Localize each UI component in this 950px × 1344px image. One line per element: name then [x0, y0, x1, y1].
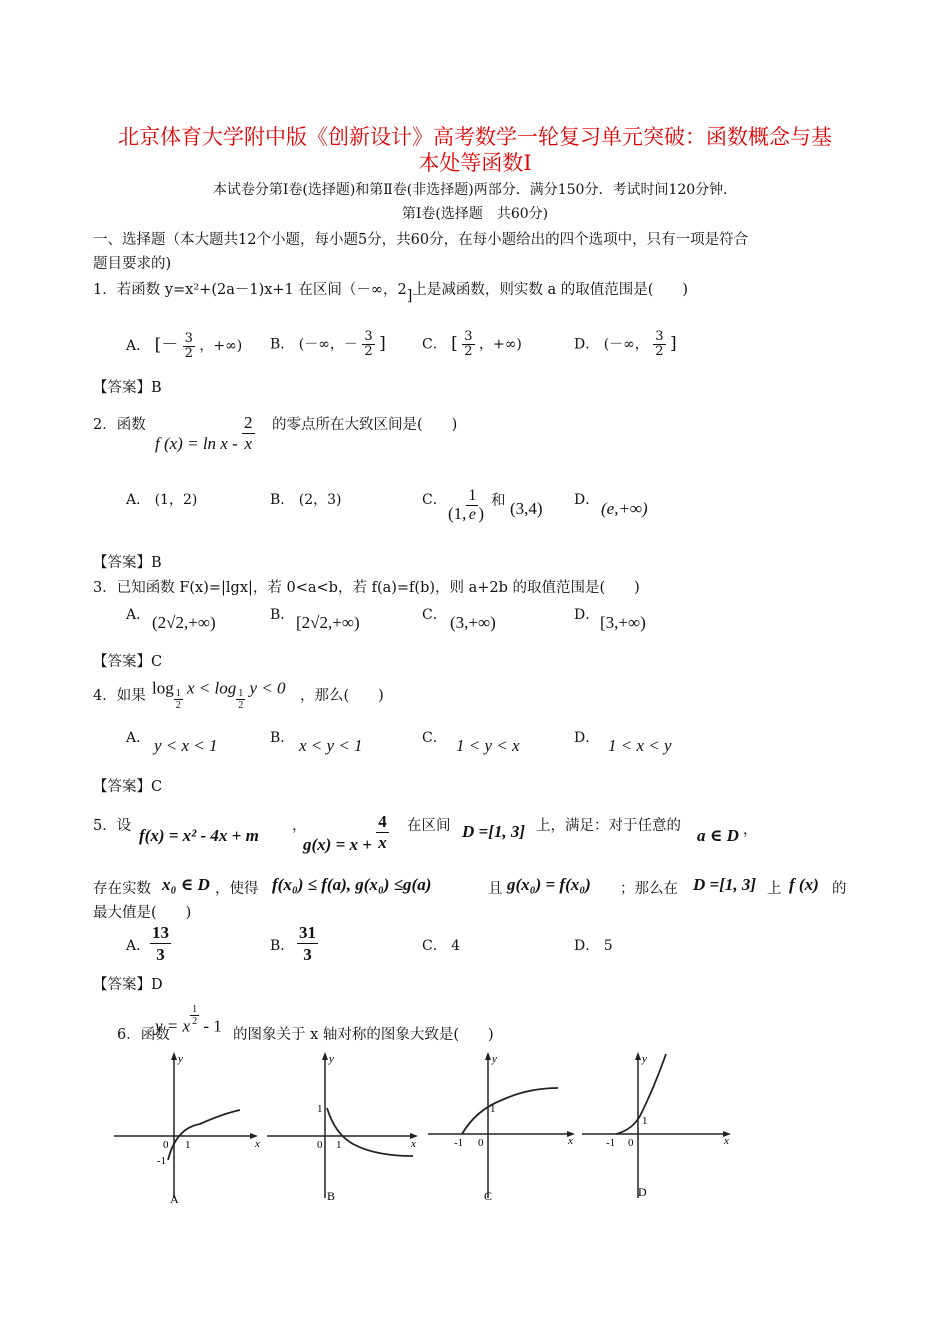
q5-inequality: f(x₀) ≤ f(a), g(x₀) ≤g(a) — [272, 875, 432, 894]
q5-prefix: 5．设 — [93, 818, 132, 834]
q5-g-formula — [303, 812, 389, 853]
fraction-numerator: 2 — [244, 413, 253, 432]
section1-instructions-line1: 一、选择题（本大题共12个小题，每小题5分，共60分，在每小题给出的四个选项中，只有一项是符合 — [93, 232, 749, 248]
q6-graph-b — [265, 1048, 425, 1208]
fraction-denominator: 2 — [655, 344, 664, 359]
option-label: D． — [574, 492, 600, 508]
formula-text: g(x) = x + — [303, 835, 372, 855]
option-text: (－∞， — [603, 336, 649, 353]
y-tick-1-label: 1 — [317, 1103, 323, 1115]
fraction-numerator: 1 — [175, 688, 181, 699]
fraction-numerator: 1 — [238, 688, 244, 699]
q1-option-a — [126, 330, 242, 361]
q4-answer: 【答案】C — [93, 779, 163, 795]
formula-text: y = x — [155, 1016, 191, 1036]
option-text: ，+∞) — [199, 338, 243, 354]
q4-option-a-label: A． — [126, 730, 151, 746]
q1-suffix: 上是减函数，则实数 a 的取值范围是( ) — [412, 282, 689, 298]
q5-option-c — [422, 935, 460, 955]
q2-option-c-second: (3,4) — [510, 499, 543, 518]
document-title-line1: 北京体育大学附中版《创新设计》高考数学一轮复习单元突破：函数概念与基 — [118, 125, 832, 149]
q5-f-formula: f(x) = x² - 4x + m — [139, 826, 259, 845]
q3-option-b: [2√2,+∞) — [296, 613, 360, 632]
fraction-numerator: 3 — [184, 330, 193, 346]
option-text: 5 — [603, 938, 613, 954]
option-text: (－∞，－ — [298, 336, 358, 353]
fraction-denominator: 2 — [192, 1016, 198, 1027]
q5-line3: 最大值是( ) — [93, 905, 192, 921]
fraction-denominator: 2 — [364, 344, 373, 359]
curve — [462, 1088, 558, 1134]
tick-neg1-label: -1 — [606, 1137, 616, 1149]
exam-intro: 本试卷分第Ⅰ卷(选择题)和第Ⅱ卷(非选择题)两部分．满分150分．考试时间120分钟． — [212, 182, 738, 198]
q4-option-c-label: C． — [422, 730, 447, 746]
fraction-denominator: 3 — [156, 945, 165, 964]
formula-text: (1, — [448, 504, 467, 524]
q2-option-c-formula — [448, 487, 484, 524]
q4-option-d: 1 < x < y — [608, 736, 672, 755]
formula-text: log — [152, 678, 174, 698]
q2-formula — [155, 413, 255, 454]
q2-option-d — [574, 489, 599, 509]
fraction-denominator: 2 — [464, 344, 473, 359]
q5-then: ；那么在 — [620, 881, 678, 897]
option-label: D． — [574, 938, 600, 954]
q6-graph-d — [578, 1048, 738, 1208]
q3-option-c-label: C． — [422, 607, 447, 623]
q5-in-interval: 在区间 — [407, 818, 451, 834]
y-arrow-icon — [485, 1052, 491, 1060]
formula-text: x < log — [186, 678, 237, 698]
question-3: 3．已知函数 F(x)=|lgx|，若 0<a<b，若 f(a)=f(b)，则 a+2b 的取值范围是( ) — [93, 580, 640, 596]
q2-option-b — [270, 489, 342, 509]
q6-suffix: 的图象关于 x 轴对称的图象大致是( ) — [233, 1027, 494, 1043]
q4-option-a: y < x < 1 — [154, 736, 218, 755]
q5-on: 上 — [767, 881, 782, 897]
fraction-denominator: x — [244, 434, 253, 453]
q2-option-a — [126, 489, 197, 509]
q3-answer: 【答案】C — [93, 654, 163, 670]
q5-comma2: ， — [743, 822, 758, 838]
y-arrow-icon — [322, 1052, 328, 1060]
q3-option-a-label: A． — [126, 607, 151, 623]
q6-formula — [155, 1004, 222, 1039]
option-label: A． — [126, 492, 151, 508]
option-label: C． — [422, 938, 447, 954]
option-label: A． — [126, 338, 151, 354]
q3-option-b-label: B． — [270, 607, 295, 623]
q5-option-a — [150, 922, 171, 965]
fraction-denominator: 2 — [175, 700, 181, 711]
q2-option-d-formula: (e,+∞) — [601, 499, 648, 518]
q4-option-c: 1 < y < x — [456, 736, 520, 755]
tick-neg1-label: -1 — [157, 1155, 167, 1167]
option-label: B． — [270, 336, 295, 353]
q1-option-c — [422, 330, 522, 359]
origin-label: 0 — [478, 1137, 484, 1149]
curve — [168, 1110, 240, 1160]
option-label: D． — [574, 336, 600, 353]
y-tick-1-label: 1 — [490, 1103, 496, 1115]
q5-option-a-label: A． — [126, 938, 151, 954]
fraction-denominator: x — [378, 833, 387, 852]
q5-equation: g(x₀) = f(x₀) — [507, 875, 591, 894]
option-text: [ — [451, 333, 458, 354]
q5-x0-in-d: x₀ ∈ D — [162, 875, 210, 894]
fraction-numerator: 3 — [655, 329, 664, 344]
origin-label: 0 — [163, 1139, 169, 1151]
q1-option-b — [270, 330, 386, 359]
option-text: ] — [670, 333, 677, 354]
q5-satisfy: 上，满足：对于任意的 — [536, 818, 681, 834]
q1-answer: 【答案】B — [93, 380, 162, 396]
formula-text: ) — [478, 504, 485, 524]
q3-option-c: (3,+∞) — [450, 613, 496, 632]
fraction-denominator: 2 — [184, 345, 193, 361]
y-label: y — [329, 1053, 334, 1065]
formula-text: f (x) = ln x - — [155, 434, 238, 454]
formula-text: y < 0 — [249, 678, 286, 698]
q5-fx: f (x) — [789, 875, 819, 894]
graph-label: B — [327, 1189, 336, 1203]
option-label: C． — [422, 492, 447, 508]
q1-bracket: ] — [406, 288, 413, 304]
q3-option-d-label: D． — [574, 607, 600, 623]
section1-instructions-line2: 题目要求的) — [93, 256, 172, 272]
q5-line2-b: ，使得 — [215, 881, 259, 897]
q4-option-d-label: D． — [574, 730, 600, 746]
graph-label: D — [638, 1185, 647, 1199]
option-label: B． — [270, 492, 295, 508]
option-text: 4 — [451, 938, 461, 954]
q4-suffix: ，那么( ) — [300, 688, 384, 704]
fraction-numerator: 4 — [378, 812, 387, 831]
q4-prefix: 4．如果 — [93, 688, 146, 704]
option-text: ，+∞) — [479, 336, 522, 353]
q6-prefix: 6．函数 — [117, 1027, 170, 1043]
fraction-denominator: e — [468, 506, 476, 523]
q5-option-d — [574, 935, 613, 955]
x-label: x — [724, 1135, 729, 1147]
formula-text: - 1 — [203, 1016, 222, 1036]
q1-option-d — [574, 330, 677, 359]
fraction-numerator: 13 — [152, 923, 169, 942]
q5-answer: 【答案】D — [93, 977, 163, 993]
fraction-numerator: 1 — [192, 1004, 198, 1015]
fraction-numerator: 3 — [364, 329, 373, 344]
q5-option-b-label: B． — [270, 938, 295, 954]
q2-suffix: 的零点所在大致区间是( ) — [272, 417, 458, 433]
q4-option-b-label: B． — [270, 730, 295, 746]
q3-option-d: [3,+∞) — [600, 613, 646, 632]
fraction-numerator: 1 — [468, 487, 477, 504]
y-tick-1-label: 1 — [642, 1115, 648, 1127]
tick-1-label: 1 — [185, 1139, 191, 1151]
q5-domain2: D =[1, 3] — [693, 875, 757, 894]
q2-answer: 【答案】B — [93, 555, 162, 571]
q5-domain: D =[1, 3] — [462, 822, 526, 841]
fraction-denominator: 3 — [303, 945, 312, 964]
q5-comma: ， — [292, 818, 307, 834]
tick-1-label: 1 — [336, 1139, 342, 1151]
option-text: ] — [379, 333, 386, 354]
option-label: C． — [422, 336, 447, 353]
graph-label: A — [170, 1192, 179, 1206]
tick-neg1-label: -1 — [454, 1137, 464, 1149]
x-label: x — [255, 1138, 260, 1150]
fraction-numerator: 3 — [464, 329, 473, 344]
q2-prefix: 2．函数 — [93, 417, 146, 433]
q2-option-c — [422, 489, 447, 509]
y-label: y — [178, 1053, 183, 1065]
origin-label: 0 — [628, 1137, 634, 1149]
x-label: x — [411, 1138, 416, 1150]
q5-option-b — [297, 922, 318, 965]
q6-graph-c — [424, 1048, 584, 1208]
option-text: [－ — [154, 335, 179, 355]
q5-line2-a: 存在实数 — [93, 881, 151, 897]
q5-a-in-d: a ∈ D — [697, 826, 739, 845]
q1-prefix: 1．若函数 y=x²+(2a－1)x+1 在区间（－∞，2 — [93, 282, 407, 298]
curve — [616, 1054, 666, 1134]
q5-and: 且 — [488, 881, 503, 897]
q6-graph-a — [110, 1048, 270, 1208]
q3-option-a: (2√2,+∞) — [152, 613, 216, 632]
q2-option-c-and: 和 — [491, 493, 506, 509]
y-label: y — [642, 1053, 647, 1065]
question-1 — [93, 278, 689, 304]
fraction-numerator: 31 — [299, 923, 316, 942]
origin-label: 0 — [317, 1139, 323, 1151]
part1-header: 第Ⅰ卷(选择题 共60分) — [401, 206, 549, 222]
q4-formula — [152, 678, 286, 711]
y-arrow-icon — [635, 1052, 641, 1060]
q4-option-b: x < y < 1 — [299, 736, 363, 755]
graph-label: C — [484, 1189, 493, 1203]
x-label: x — [568, 1135, 573, 1147]
y-label: y — [492, 1053, 497, 1065]
q5-of: 的 — [832, 881, 847, 897]
fraction-denominator: 2 — [238, 700, 244, 711]
option-text: (2，3) — [298, 492, 342, 508]
option-text: (1，2) — [154, 492, 198, 508]
y-arrow-icon — [171, 1052, 177, 1060]
document-title-line2: 本处等函数Ⅰ — [418, 151, 532, 175]
